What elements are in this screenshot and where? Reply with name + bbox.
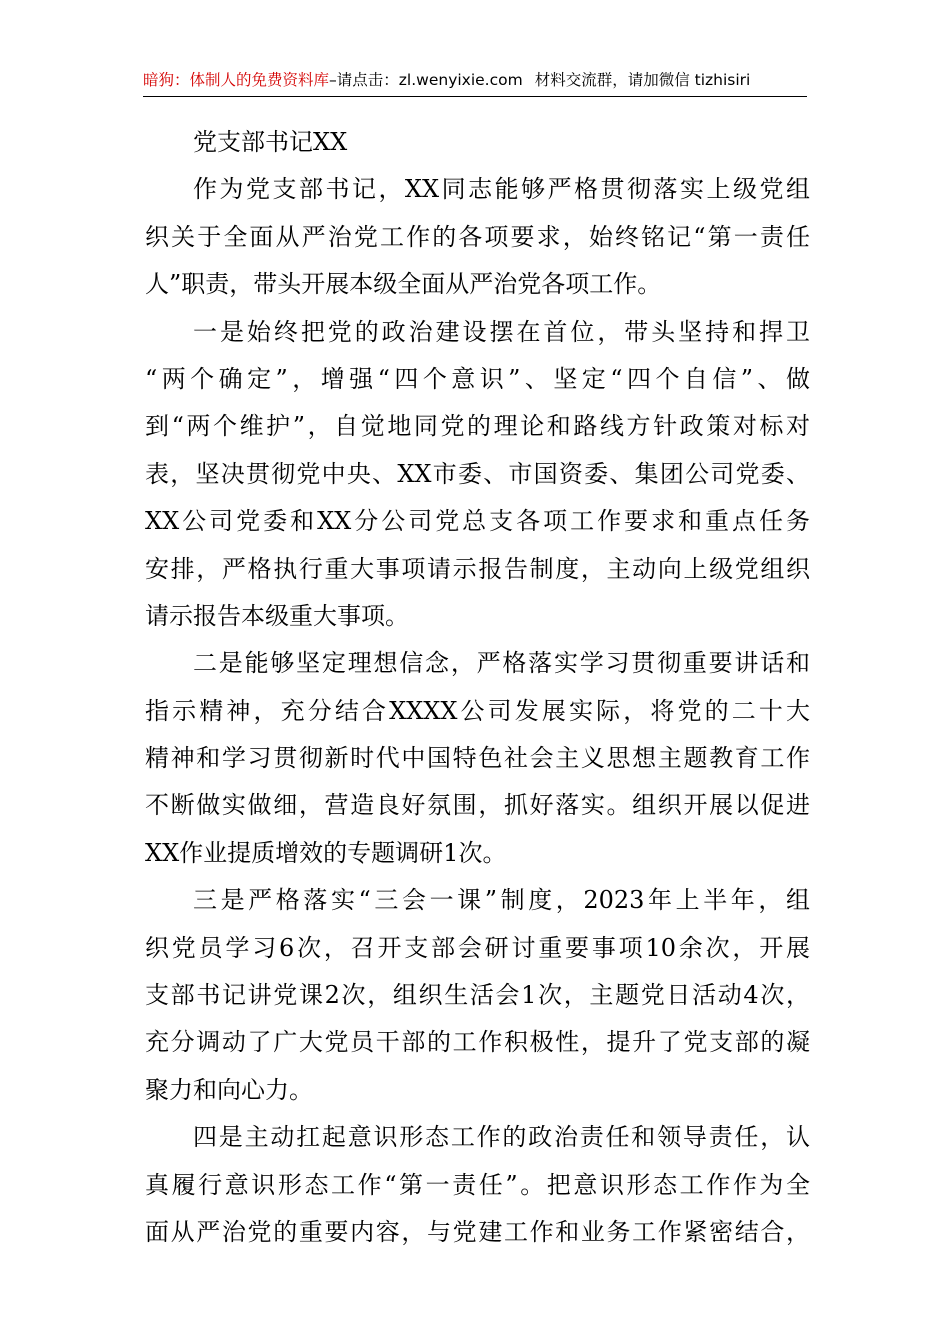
- paragraph-line: 一是始终把党的政治建设摆在首位，带头坚持和捍卫: [193, 317, 810, 346]
- paragraph-line: 精神和学习贯彻新时代中国特色社会主义思想主题教育工作: [145, 744, 810, 773]
- page-header: [143, 68, 807, 97]
- header-contact: 材料交流群，请加微信 tizhisiri: [534, 71, 751, 89]
- header-click-prompt: –请点击：: [329, 71, 399, 89]
- paragraph-line: 聚力和向心力。: [145, 1075, 313, 1104]
- paragraph-line: 指示精神，充分结合XXXX公司发展实际，将党的二十大: [145, 696, 810, 725]
- paragraph-line: 请示报告本级重大事项。: [145, 601, 409, 630]
- paragraph-line: 表，坚决贯彻党中央、XX市委、市国资委、集团公司党委、: [145, 459, 810, 488]
- paragraph-line: 人”职责，带头开展本级全面从严治党各项工作。: [145, 270, 662, 299]
- paragraph-line: 安排，严格执行重大事项请示报告制度，主动向上级党组织: [145, 554, 810, 583]
- paragraph-line: 面从严治党的重要内容，与党建工作和业务工作紧密结合，: [145, 1217, 810, 1246]
- paragraph-line: 四是主动扛起意识形态工作的政治责任和领导责任，认: [193, 1123, 810, 1152]
- section-title: 党支部书记XX: [193, 128, 348, 156]
- paragraph-line: 三是严格落实“三会一课”制度，2023年上半年，组: [193, 886, 810, 915]
- header-url-link[interactable]: zl.wenyixie.com: [398, 71, 523, 89]
- header-watermark: 暗狗：体制人的免费资料库: [143, 71, 330, 89]
- paragraph-line: 作为党支部书记，XX同志能够严格贯彻落实上级党组: [193, 175, 810, 204]
- paragraph-line: XX作业提质增效的专题调研1次。: [145, 838, 507, 867]
- paragraph-line: 支部书记讲党课2次，组织生活会1次，主题党日活动4次，: [145, 981, 810, 1010]
- paragraph-line: 充分调动了广大党员干部的工作积极性，提升了党支部的凝: [145, 1028, 810, 1057]
- paragraph-line: 真履行意识形态工作“第一责任”。把意识形态工作作为全: [145, 1170, 810, 1199]
- document-body: [145, 119, 810, 1256]
- paragraph-line: “两个确定”，增强“四个意识”、坚定“四个自信”、做: [145, 364, 810, 393]
- paragraph-line: 二是能够坚定理想信念，严格落实学习贯彻重要讲话和: [193, 649, 810, 678]
- paragraph-line: XX公司党委和XX分公司党总支各项工作要求和重点任务: [145, 507, 810, 536]
- paragraph-line: 织关于全面从严治党工作的各项要求，始终铭记“第一责任: [145, 222, 810, 251]
- paragraph-line: 到“两个维护”，自觉地同党的理论和路线方针政策对标对: [145, 412, 810, 441]
- paragraph-line: 不断做实做细，营造良好氛围，抓好落实。组织开展以促进: [145, 791, 810, 820]
- paragraph-line: 织党员学习6次，召开支部会研讨重要事项10余次，开展: [145, 933, 810, 962]
